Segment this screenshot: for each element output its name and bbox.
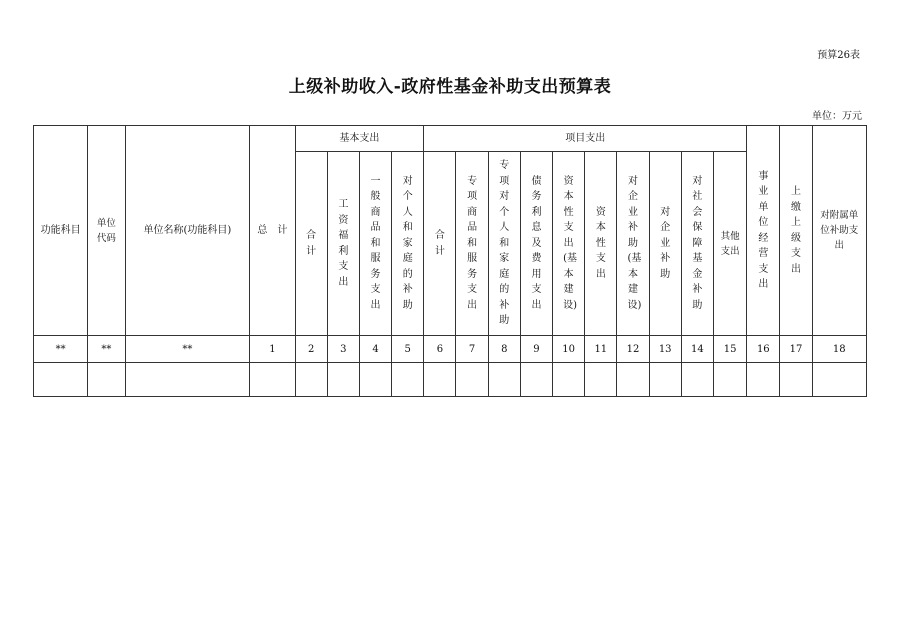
header-basic-goods-services-text: 一般商品和服务支出 [370, 175, 381, 311]
header-business-expense [747, 126, 780, 336]
empty-cell [424, 363, 456, 397]
header-project-household [488, 152, 520, 336]
index-cell: 3 [327, 336, 359, 363]
header-project-total-text: 合计 [434, 230, 445, 257]
header-upper-payment-text: 上缴上级支出 [791, 186, 801, 275]
index-cell: 11 [585, 336, 617, 363]
header-project-social-security-text: 对社会保障基金补助 [692, 175, 703, 311]
index-cell: 4 [359, 336, 391, 363]
header-project-capital-construction-text: 资本性支出(基本建设) [563, 175, 578, 311]
header-project-capital [585, 152, 617, 336]
header-project-enterprise-construction [617, 152, 649, 336]
index-cell: 1 [250, 336, 295, 363]
index-cell: 10 [553, 336, 585, 363]
header-project-social-security [681, 152, 713, 336]
header-project-other [713, 152, 746, 336]
empty-cell [681, 363, 713, 397]
header-unit-code [88, 126, 125, 336]
index-cell: ** [88, 336, 125, 363]
empty-cell [250, 363, 295, 397]
header-unit-code-text: 单位代码 [96, 217, 116, 244]
header-basic-household-text: 对个人和家庭的补助 [402, 175, 413, 311]
empty-cell [780, 363, 812, 397]
index-row [34, 336, 867, 363]
index-cell: 6 [424, 336, 456, 363]
header-project-debt-interest [520, 152, 552, 336]
index-cell: 5 [392, 336, 424, 363]
index-cell: ** [34, 336, 88, 363]
empty-cell [359, 363, 391, 397]
header-business-expense-text: 事业单位经营支出 [758, 170, 769, 290]
header-project-capital-text: 资本性支出 [595, 206, 606, 280]
empty-cell [649, 363, 681, 397]
header-project-household-text: 专项对个人和家庭的补助 [499, 160, 510, 327]
empty-cell [617, 363, 649, 397]
header-project-enterprise [649, 152, 681, 336]
index-cell: 7 [456, 336, 488, 363]
header-project-total [424, 152, 456, 336]
empty-cell [392, 363, 424, 397]
header-basic-salary [327, 152, 359, 336]
header-upper-payment [780, 126, 812, 336]
document-number: 预算26表 [817, 50, 860, 61]
empty-cell [812, 363, 866, 397]
header-group-basic: 基本支出 [295, 126, 424, 152]
index-cell: 18 [812, 336, 866, 363]
header-project-enterprise-text: 对企业补助 [660, 206, 671, 280]
empty-cell [553, 363, 585, 397]
header-project-enterprise-construction-text: 对企业补助(基本建设) [627, 175, 642, 311]
budget-table [33, 125, 867, 397]
empty-cell [88, 363, 125, 397]
index-cell: ** [125, 336, 250, 363]
empty-cell [747, 363, 780, 397]
header-unit-name: 单位名称(功能科目) [125, 126, 250, 336]
header-group-project: 项目支出 [424, 126, 747, 152]
header-project-other-text: 其他支出 [720, 230, 740, 257]
empty-cell [585, 363, 617, 397]
index-cell: 16 [747, 336, 780, 363]
index-cell: 13 [649, 336, 681, 363]
unit-label: 单位：万元 [812, 111, 862, 122]
header-affiliated-subsidy [812, 126, 866, 336]
table-row [34, 363, 867, 397]
header-function-subject: 功能科目 [34, 126, 88, 336]
index-cell: 9 [520, 336, 552, 363]
empty-cell [488, 363, 520, 397]
index-cell: 17 [780, 336, 812, 363]
header-project-debt-interest-text: 债务利息及费用支出 [531, 175, 542, 311]
index-cell: 12 [617, 336, 649, 363]
header-project-capital-construction [553, 152, 585, 336]
header-project-goods-services [456, 152, 488, 336]
empty-cell [125, 363, 250, 397]
header-basic-total-text: 合计 [306, 230, 317, 257]
header-total: 总 计 [250, 126, 295, 336]
header-basic-goods-services [359, 152, 391, 336]
index-cell: 2 [295, 336, 327, 363]
empty-cell [520, 363, 552, 397]
empty-cell [456, 363, 488, 397]
header-basic-salary-text: 工资福利支出 [338, 199, 349, 288]
index-cell: 14 [681, 336, 713, 363]
empty-cell [34, 363, 88, 397]
index-cell: 15 [713, 336, 746, 363]
header-project-goods-services-text: 专项商品和服务支出 [467, 175, 478, 311]
index-cell: 8 [488, 336, 520, 363]
empty-cell [713, 363, 746, 397]
header-basic-household [392, 152, 424, 336]
header-basic-total [295, 152, 327, 336]
header-affiliated-subsidy-text: 对附属单位补助支出 [820, 210, 859, 251]
page-title: 上级补助收入-政府性基金补助支出预算表 [288, 77, 612, 97]
empty-cell [327, 363, 359, 397]
empty-cell [295, 363, 327, 397]
